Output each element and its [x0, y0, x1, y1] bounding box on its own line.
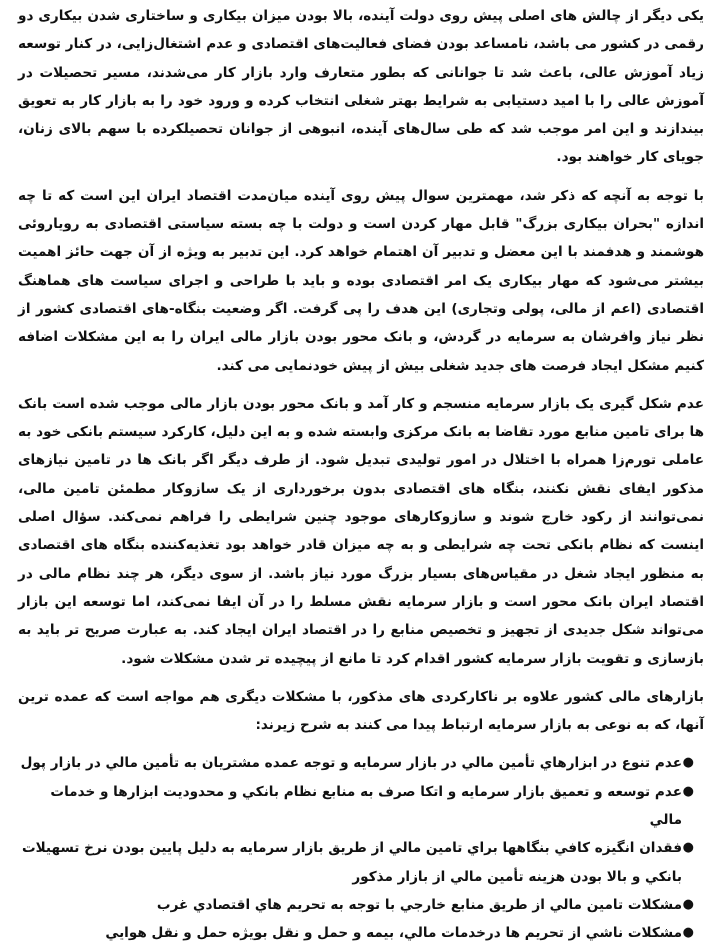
list-item-text: فقدان انگيزه كافي بنگاهها براي تامين مالي از طريق بازار سرمايه به دليل پايين بودن نرخ تسهيلات بانكي و بالا بودن هزينه تأمين مالي از بازار مذكور — [21, 840, 682, 885]
list-item-text: عدم توسعه و تعميق بازار سرمايه و اتكا صرف به منابع نظام بانكي و محدوديت ابزارها و خدمات مالي — [50, 783, 682, 829]
list-item-text: مشكلات ناشي از تحريم ها درخدمات مالي، بيمه و حمل و نقل بويژه حمل و نقل هوايي — [105, 925, 682, 942]
paragraph-financial-market-problems-intro: بازارهای مالی کشور علاوه بر ناکارکردی های مذکور، با مشکلات دیگری هم مواجه است که عمده ترین آنها، که به نوعی به بازار سرمایه ارتباط پیدا می کنند به شرح زیرند: — [18, 688, 704, 734]
paragraph-capital-market-banking: عدم شکل گیری یک بازار سرمایه منسجم و کار آمد و بانک محور بودن بازار مالی موجب شده است بانک ها برای تامین منابع مورد تقاضا به بانک مرکزی وابسته شده و به این دلیل، کارکرد سیستم بانکی خود به عاملی تورم‌زا همراه با اختلال در امور تولیدی تبدیل شود. از طرف دیگر اگر بانک ها در تامین نیازهای مذکور ایفای نقش نکنند، بنگاه های اقتصادی بدون برخورداری از یک سازوکار مطمئن تامین مالی، نمی‌توانند از رکود خارج شوند و سازوکارهای موجود چنین شرایطی را فراهم نمی‌کند. سؤال اصلی اینست که نظام بانکی تحت چه شرایطی و به چه میزان قادر خواهد بود تغذیه‌کننده بنگاه های اقتصادی به منظور ایجاد شغل در مقیاس‌های بسیار بزرگ مورد نیاز باشد. از سوی دیگر، هر چند نظام مالی در اقتصاد ایران بانک محور است و بازار سرمایه نقش مسلط را در آن ایفا نمی‌کند، اما توسعه این بازار می‌تواند شکل جدیدی از تجهیز و تخصیص منابع را در اقتصاد ایران ایجاد کند. به عبارت صریح تر باید به بازسازی و تقویت بازار سرمایه کشور اقدام کرد تا مانع از پیچیده تر شدن مشکلات شود. — [18, 395, 704, 667]
paragraph-unemployment-challenge: یکی دیگر از چالش های اصلی پیش روی دولت آینده، بالا بودن میزان بیکاری و ساختاری شدن بیکاری دو رقمی در کشور می باشد، نامساعد بودن فضای فعالیت‌های اقتصادی و عدم اشتغال‌زایی، در کنار توسعه زیاد آموزش عالی، باعث شد تا جوانانی که بطور متعارف وارد بازار کار می‌شدند، مسیر تحصیلات در آموزش عالی را با امید دستیابی به شرایط بهتر شغلی انتخاب کرده و ورود خود را به بازار کار به تعویق بیندازند و این امر موجب شد که طی سال‌های آینده، انبوهی از جوانان تحصیلکرده با سهم بالای زنان، جویای کار خواهند بود. — [18, 8, 704, 166]
list-item-text: مشكلات تامين مالي از طريق منابع خارجي با توجه به تحريم هاي اقتصادي غرب — [156, 896, 682, 913]
list-item-text: عدم تنوع در ابزارهاي تأمين مالي در بازار سرمايه و توجه عمده مشتريان به تأمين مالي در بازار پول — [20, 755, 682, 772]
bullet-icon: ● — [682, 755, 694, 771]
bullet-icon: ● — [682, 783, 694, 799]
financial-market-problems-list — [18, 749, 704, 947]
bullet-icon: ● — [682, 840, 694, 856]
list-item — [18, 749, 694, 777]
paragraph-unemployment-crisis-policy: با توجه به آنچه که ذکر شد، مهمترین سوال پیش روی آینده میان‌مدت اقتصاد ایران این است که تا چه اندازه "بحران بیکاری بزرگ" قابل مهار کردن است و دولت با چه بسته سیاستی اقتصادی به رویاروئی هوشمند و هدفمند با این معضل و تدبیر آن اهتمام خواهد کرد. این تدبیر به ویژه از آن جهت حائز اهمیت بیشتر می‌شود که مهار بیکاری یک امر اقتصادی بوده و باید با طراحی و اجرای سیاست های هماهنگ اقتصادی (اعم از مالی، پولی وتجاری) این هدف را پی گرفت. اگر وضعیت بنگاه-های اقتصادی کشور از نظر نیاز وافرشان به سرمایه در گردش، و بانک محور بودن بازار مالی ایران را به این مشکلات اضافه کنیم مشکل ایجاد فرصت های جدید شغلی بیش از پیش خودنمایی می کند. — [18, 187, 704, 374]
list-item — [18, 919, 694, 947]
list-item — [18, 834, 694, 891]
bullet-icon: ● — [682, 896, 694, 912]
list-item — [18, 778, 694, 835]
bullet-icon: ● — [682, 925, 694, 941]
list-item — [18, 891, 694, 919]
